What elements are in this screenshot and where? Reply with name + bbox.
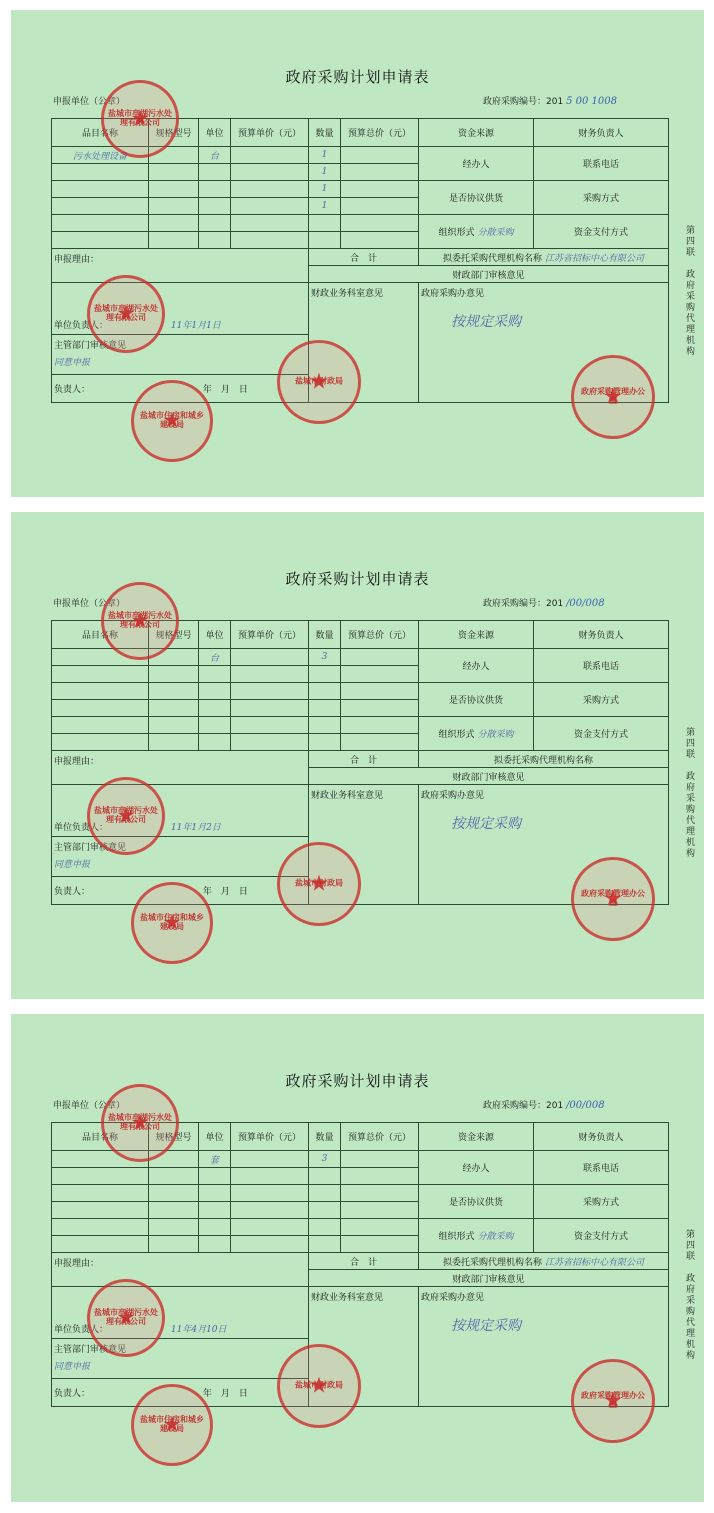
form-sheet-2 — [11, 512, 704, 999]
form-title: 政府采购计划申请表 — [285, 68, 430, 86]
qty-cell — [309, 683, 341, 700]
procurement-office-text: 政府采购管理办公室 — [581, 387, 645, 405]
company-seal-text: 盐城市亭湖污水处理有限公司 — [107, 109, 172, 127]
finance-section-label: 财政业务科室意见 — [311, 791, 384, 801]
procurement-table — [51, 118, 669, 403]
phone-label: 联系电话 — [534, 147, 669, 181]
phone-label: 联系电话 — [534, 649, 669, 683]
unit-cell: 台 — [199, 649, 231, 666]
company-seal-stamp — [101, 1084, 179, 1162]
spec-cell — [149, 1168, 199, 1185]
qty-cell — [309, 232, 341, 249]
finance-bureau-text: 盐城市财政局 — [295, 878, 343, 888]
total-cell — [341, 147, 419, 164]
qty-cell — [309, 666, 341, 683]
price-cell — [231, 164, 309, 181]
agreement-supply-label: 是否协议供货 — [419, 683, 534, 717]
total-row-label: 合 计 — [309, 751, 419, 768]
spec-cell — [149, 1185, 199, 1202]
total-cell — [341, 700, 419, 717]
org-form-text: 组织形式 — [438, 228, 475, 238]
supervisor-handwritten: 同意申报 — [54, 860, 91, 870]
total-cell — [341, 164, 419, 181]
price-cell — [231, 1168, 309, 1185]
finance-review-label: 财政部门审核意见 — [309, 266, 669, 283]
procurement-form — [11, 512, 704, 999]
qty-cell — [309, 1168, 341, 1185]
col-item-name: 品目名称 — [52, 621, 149, 649]
unit-head-label: 单位负责人： — [54, 321, 109, 331]
reason-cell — [52, 751, 309, 785]
qty-cell — [309, 215, 341, 232]
reason-label: 申报理由： — [54, 255, 100, 265]
price-cell — [231, 1219, 309, 1236]
payment-method-label: 资金支付方式 — [534, 1219, 669, 1253]
spec-cell — [149, 215, 199, 232]
col-unit-price: 预算单价（元） — [231, 621, 309, 649]
applicant-label: 申报单位（公章） — [53, 599, 126, 609]
price-cell — [231, 700, 309, 717]
form-sheet-1 — [11, 10, 704, 497]
price-cell — [231, 147, 309, 164]
supervisor-cell — [52, 335, 309, 375]
unit-head-date: 11年4月10日 — [170, 1325, 227, 1335]
org-form-text: 组织形式 — [438, 730, 475, 740]
company-seal-stamp — [101, 582, 179, 660]
reason-label: 申报理由： — [54, 1259, 100, 1269]
unit-cell — [199, 717, 231, 734]
total-cell — [341, 734, 419, 751]
finance-review-label: 财政部门审核意见 — [309, 1270, 669, 1287]
col-unit: 单位 — [199, 1123, 231, 1151]
procurement-no-handwritten: /00/008 — [566, 598, 605, 609]
company-seal-stamp — [101, 80, 179, 158]
procurement-office-stamp — [571, 355, 655, 439]
qty-cell: 3 — [309, 649, 341, 666]
qty-cell: 1 — [309, 164, 341, 181]
finance-bureau-stamp — [277, 842, 361, 926]
total-cell — [341, 215, 419, 232]
agency-cell — [419, 751, 669, 768]
copy-label: 第四联 政府采购代理机构 — [684, 225, 694, 357]
total-cell — [341, 181, 419, 198]
company-seal-stamp — [87, 777, 165, 855]
item-name-cell — [52, 1168, 149, 1185]
unit-cell — [199, 1202, 231, 1219]
finance-bureau-text: 盐城市财政局 — [295, 376, 343, 386]
price-cell — [231, 232, 309, 249]
unit-cell — [199, 232, 231, 249]
handler-label: 经办人 — [419, 147, 534, 181]
total-cell — [341, 198, 419, 215]
unit-cell — [199, 1236, 231, 1253]
spec-cell — [149, 700, 199, 717]
item-name-cell — [52, 666, 149, 683]
price-cell — [231, 666, 309, 683]
qty-cell — [309, 1185, 341, 1202]
agency-label: 拟委托采购代理机构名称 — [443, 1257, 543, 1268]
price-cell — [231, 198, 309, 215]
unit-cell — [199, 181, 231, 198]
finance-review-label: 财政部门审核意见 — [309, 768, 669, 785]
handler-label: 经办人 — [419, 649, 534, 683]
total-cell — [341, 666, 419, 683]
col-item-name: 品目名称 — [52, 1123, 149, 1151]
procurement-form — [11, 1014, 704, 1502]
procurement-office-stamp — [571, 857, 655, 941]
spec-cell — [149, 1219, 199, 1236]
qty-cell — [309, 717, 341, 734]
procurement-office-label: 政府采购办意见 — [421, 289, 485, 299]
total-cell — [341, 649, 419, 666]
procurement-no — [483, 596, 605, 609]
fund-source-label: 资金来源 — [419, 1123, 534, 1151]
procurement-office-text: 政府采购管理办公室 — [581, 889, 645, 907]
office-opinion-handwritten: 按规定采购 — [451, 314, 521, 330]
procurement-no — [483, 1098, 605, 1111]
unit-cell — [199, 215, 231, 232]
unit-cell — [199, 683, 231, 700]
qty-cell — [309, 1219, 341, 1236]
procurement-table — [51, 1122, 669, 1407]
payment-method-label: 资金支付方式 — [534, 717, 669, 751]
item-name-cell — [52, 683, 149, 700]
reason-cell — [52, 1253, 309, 1287]
col-total: 预算总价（元） — [341, 119, 419, 147]
agency-handwritten: 江苏省招标中心有限公司 — [544, 1257, 644, 1268]
supervisor-handwritten: 同意申报 — [54, 1362, 91, 1372]
date-label: 年 月 日 — [202, 887, 248, 897]
supervisor-handwritten: 同意申报 — [54, 358, 91, 368]
form-sheet-3 — [11, 1014, 704, 1502]
qty-cell — [309, 734, 341, 751]
price-cell — [231, 1202, 309, 1219]
total-cell — [341, 1202, 419, 1219]
total-cell — [341, 1185, 419, 1202]
col-unit-price: 预算单价（元） — [231, 1123, 309, 1151]
unit-head-label: 单位负责人： — [54, 823, 109, 833]
finance-head-label: 财务负责人 — [534, 621, 669, 649]
total-cell — [341, 1151, 419, 1168]
agency-handwritten: 江苏省招标中心有限公司 — [544, 253, 644, 264]
unit-head-date: 11年1月1日 — [170, 321, 221, 331]
procurement-office-stamp — [571, 1359, 655, 1443]
item-name-cell — [52, 1202, 149, 1219]
total-cell — [341, 1236, 419, 1253]
supervisor-cell — [52, 837, 309, 877]
procurement-no — [483, 94, 617, 107]
reason-label: 申报理由： — [54, 757, 100, 767]
qty-cell: 3 — [309, 1151, 341, 1168]
price-cell — [231, 734, 309, 751]
finance-section-label: 财政业务科室意见 — [311, 1293, 384, 1303]
item-name-cell — [52, 164, 149, 181]
construction-bureau-text: 盐城市住房和城乡建设局 — [139, 411, 204, 429]
form-title: 政府采购计划申请表 — [285, 1072, 430, 1090]
procurement-office-label: 政府采购办意见 — [421, 791, 485, 801]
spec-cell — [149, 1236, 199, 1253]
spec-cell — [149, 666, 199, 683]
total-cell — [341, 232, 419, 249]
procurement-no-label: 政府采购编号：201 — [483, 1101, 564, 1111]
total-cell — [341, 717, 419, 734]
item-name-cell — [52, 734, 149, 751]
unit-cell: 台 — [199, 147, 231, 164]
construction-bureau-text: 盐城市住房和城乡建设局 — [139, 913, 204, 931]
col-total: 预算总价（元） — [341, 1123, 419, 1151]
price-cell — [231, 683, 309, 700]
spec-cell — [149, 198, 199, 215]
col-unit: 单位 — [199, 119, 231, 147]
unit-cell — [199, 1185, 231, 1202]
company-seal-text: 盐城市亭湖污水处理有限公司 — [93, 806, 158, 824]
company-seal-text: 盐城市亭湖污水处理有限公司 — [93, 304, 158, 322]
col-item-name: 品目名称 — [52, 119, 149, 147]
agency-label: 拟委托采购代理机构名称 — [443, 253, 543, 264]
item-name-cell — [52, 181, 149, 198]
price-cell — [231, 181, 309, 198]
col-total: 预算总价（元） — [341, 621, 419, 649]
qty-cell — [309, 1236, 341, 1253]
org-form-label — [419, 1219, 534, 1253]
qty-cell: 1 — [309, 181, 341, 198]
copy-label: 第四联 政府采购代理机构 — [684, 727, 694, 859]
construction-bureau-stamp — [131, 1384, 213, 1466]
fund-source-label: 资金来源 — [419, 621, 534, 649]
agreement-supply-label: 是否协议供货 — [419, 181, 534, 215]
qty-cell — [309, 1202, 341, 1219]
procurement-office-text: 政府采购管理办公室 — [581, 1391, 645, 1409]
supervisor-label: 主管部门审核意见 — [54, 341, 127, 351]
date-label: 年 月 日 — [202, 385, 248, 395]
finance-bureau-text: 盐城市财政局 — [295, 1380, 343, 1390]
unit-cell — [199, 666, 231, 683]
price-cell — [231, 649, 309, 666]
unit-head-label: 单位负责人： — [54, 1325, 109, 1335]
procurement-table — [51, 620, 669, 905]
total-row-label: 合 计 — [309, 249, 419, 266]
procurement-no-label: 政府采购编号：201 — [483, 599, 564, 609]
qty-cell — [309, 700, 341, 717]
price-cell — [231, 1236, 309, 1253]
col-quantity: 数量 — [309, 1123, 341, 1151]
unit-head-date: 11年1月2日 — [170, 823, 221, 833]
office-opinion-handwritten: 按规定采购 — [451, 1318, 521, 1334]
item-name-cell — [52, 717, 149, 734]
phone-label: 联系电话 — [534, 1151, 669, 1185]
qty-cell: 1 — [309, 198, 341, 215]
org-form-handwritten: 分散采购 — [477, 1232, 514, 1242]
copy-label: 第四联 政府采购代理机构 — [684, 1229, 694, 1361]
agency-cell — [419, 1253, 669, 1270]
procurement-method-label: 采购方式 — [534, 1185, 669, 1219]
procurement-office-label: 政府采购办意见 — [421, 1293, 485, 1303]
applicant-label: 申报单位（公章） — [53, 97, 126, 107]
unit-cell — [199, 734, 231, 751]
col-spec: 规格型号 — [149, 621, 199, 649]
item-name-cell — [52, 198, 149, 215]
construction-bureau-stamp — [131, 380, 213, 462]
unit-cell: 套 — [199, 1151, 231, 1168]
date-label: 年 月 日 — [202, 1389, 248, 1399]
item-name-cell: 污水处理设备 — [52, 147, 149, 164]
total-cell — [341, 1168, 419, 1185]
item-name-cell — [52, 700, 149, 717]
org-form-handwritten: 分散采购 — [477, 730, 514, 740]
procurement-form — [11, 10, 704, 497]
spec-cell — [149, 181, 199, 198]
unit-cell — [199, 1168, 231, 1185]
form-title: 政府采购计划申请表 — [285, 570, 430, 588]
total-cell — [341, 1219, 419, 1236]
item-name-cell — [52, 1236, 149, 1253]
fund-source-label: 资金来源 — [419, 119, 534, 147]
col-quantity: 数量 — [309, 621, 341, 649]
supervisor-label: 主管部门审核意见 — [54, 843, 127, 853]
org-form-label — [419, 215, 534, 249]
agreement-supply-label: 是否协议供货 — [419, 1185, 534, 1219]
finance-bureau-stamp — [277, 340, 361, 424]
handler-label: 经办人 — [419, 1151, 534, 1185]
procurement-no-handwritten: /00/008 — [566, 1100, 605, 1111]
spec-cell — [149, 232, 199, 249]
item-name-cell — [52, 1185, 149, 1202]
spec-cell — [149, 683, 199, 700]
applicant-label: 申报单位（公章） — [53, 1101, 126, 1111]
spec-cell — [149, 734, 199, 751]
col-unit: 单位 — [199, 621, 231, 649]
col-quantity: 数量 — [309, 119, 341, 147]
finance-head-label: 财务负责人 — [534, 119, 669, 147]
procurement-method-label: 采购方式 — [534, 683, 669, 717]
finance-section-label: 财政业务科室意见 — [311, 289, 384, 299]
responsible-label: 负责人： — [54, 1389, 91, 1399]
procurement-method-label: 采购方式 — [534, 181, 669, 215]
col-spec: 规格型号 — [149, 119, 199, 147]
price-cell — [231, 1151, 309, 1168]
price-cell — [231, 717, 309, 734]
construction-bureau-text: 盐城市住房和城乡建设局 — [139, 1415, 204, 1433]
reason-cell — [52, 249, 309, 283]
company-seal-text: 盐城市亭湖污水处理有限公司 — [93, 1308, 158, 1326]
finance-head-label: 财务负责人 — [534, 1123, 669, 1151]
org-form-handwritten: 分散采购 — [477, 228, 514, 238]
unit-cell — [199, 164, 231, 181]
col-unit-price: 预算单价（元） — [231, 119, 309, 147]
org-form-label — [419, 717, 534, 751]
responsible-label: 负责人： — [54, 887, 91, 897]
office-opinion-handwritten: 按规定采购 — [451, 816, 521, 832]
agency-label: 拟委托采购代理机构名称 — [493, 755, 593, 766]
company-seal-stamp — [87, 1279, 165, 1357]
col-spec: 规格型号 — [149, 1123, 199, 1151]
company-seal-text: 盐城市亭湖污水处理有限公司 — [107, 611, 172, 629]
price-cell — [231, 1185, 309, 1202]
price-cell — [231, 215, 309, 232]
supervisor-label: 主管部门审核意见 — [54, 1345, 127, 1355]
item-name-cell — [52, 215, 149, 232]
company-seal-stamp — [87, 275, 165, 353]
total-row-label: 合 计 — [309, 1253, 419, 1270]
finance-bureau-stamp — [277, 1344, 361, 1428]
supervisor-cell — [52, 1339, 309, 1379]
org-form-text: 组织形式 — [438, 1232, 475, 1242]
agency-cell — [419, 249, 669, 266]
item-name-cell — [52, 1219, 149, 1236]
spec-cell — [149, 1202, 199, 1219]
spec-cell — [149, 164, 199, 181]
item-name-cell — [52, 232, 149, 249]
spec-cell — [149, 717, 199, 734]
payment-method-label: 资金支付方式 — [534, 215, 669, 249]
company-seal-text: 盐城市亭湖污水处理有限公司 — [107, 1113, 172, 1131]
qty-cell: 1 — [309, 147, 341, 164]
procurement-no-label: 政府采购编号：201 — [483, 97, 564, 107]
responsible-label: 负责人： — [54, 385, 91, 395]
procurement-no-handwritten: 5 00 1008 — [566, 96, 617, 107]
unit-cell — [199, 1219, 231, 1236]
unit-cell — [199, 700, 231, 717]
construction-bureau-stamp — [131, 882, 213, 964]
unit-cell — [199, 198, 231, 215]
total-cell — [341, 683, 419, 700]
